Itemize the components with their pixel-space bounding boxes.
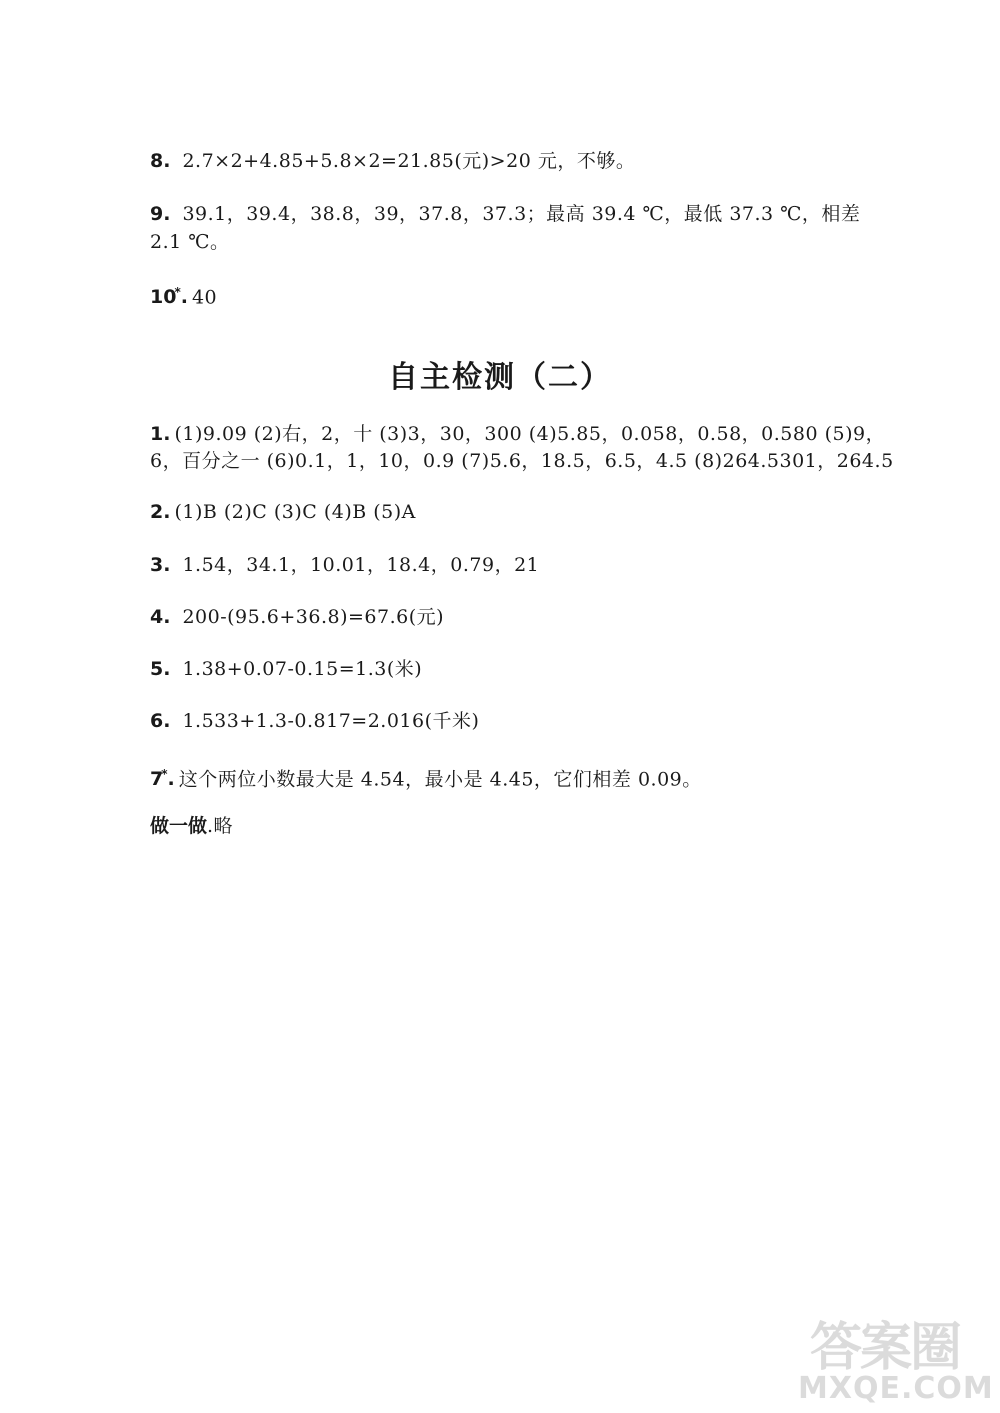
answer-number: 5. (150, 658, 171, 680)
answer-text: 1.38+0.07-0.15=1.3(米) (182, 658, 423, 680)
answer-7 (150, 761, 702, 792)
answer-number: 8. (150, 150, 171, 172)
answer-number: 3. (150, 554, 171, 576)
answer-number: 10*. (150, 285, 188, 309)
answer-number: 9. (150, 203, 171, 225)
watermark-url: MXQE.COM (798, 1371, 994, 1406)
star-mark: * (161, 767, 168, 781)
answer-6 (150, 708, 479, 734)
answer-number: 6. (150, 710, 171, 732)
answer-1 (150, 421, 885, 447)
answer-text: 39.1，39.4，38.8，39，37.8，37.3；最高 39.4 ℃，最低 37.3 ℃，相差 (182, 203, 861, 225)
star-mark: * (174, 285, 181, 299)
answer-5 (150, 656, 422, 682)
answer-10 (150, 279, 217, 310)
watermark-title: 答案圈 (810, 1318, 961, 1378)
watermark-logo (790, 1305, 994, 1406)
answer-number: 4. (150, 606, 171, 628)
answer-9 (150, 201, 860, 227)
do-it-line (150, 813, 233, 839)
do-it-label: 做一做 (150, 815, 208, 837)
answer-text: (1)B (2)C (3)C (4)B (5)A (174, 501, 416, 523)
answer-number: 1. (150, 423, 171, 445)
do-it-text: .略 (207, 815, 234, 837)
answer-3 (150, 552, 539, 578)
answer-text: 2.7×2+4.85+5.8×2=21.85(元)>20 元，不够。 (182, 150, 636, 172)
answer-text: 40 (191, 286, 218, 309)
section-title: 自主检测（二） (388, 360, 612, 395)
answer-text: (1)9.09 (2)右，2，十 (3)3，30，300 (4)5.85，0.058，0.58，0.580 (5)9， (174, 423, 886, 445)
answer-text: 200-(95.6+36.8)=67.6(元) (182, 606, 445, 628)
answer-1-continued (150, 448, 894, 474)
answer-text: 6，百分之一 (6)0.1，1，10，0.9 (7)5.6，18.5，6.5，4.5 (8)264.5301，264.5 (150, 450, 894, 472)
answer-2 (150, 499, 416, 525)
answer-number: 2. (150, 501, 171, 523)
answer-9-continued (150, 229, 230, 255)
answer-text: 1.533+1.3-0.817=2.016(千米) (182, 710, 480, 732)
answer-text: 1.54，34.1，10.01，18.4，0.79，21 (182, 554, 540, 576)
answer-number: 7*. (150, 767, 175, 791)
answer-4 (150, 604, 444, 630)
answer-text: 2.1 ℃。 (150, 231, 230, 253)
answer-text: 这个两位小数最大是 4.54，最小是 4.45，它们相差 0.09。 (178, 768, 702, 791)
answer-8 (150, 148, 635, 174)
